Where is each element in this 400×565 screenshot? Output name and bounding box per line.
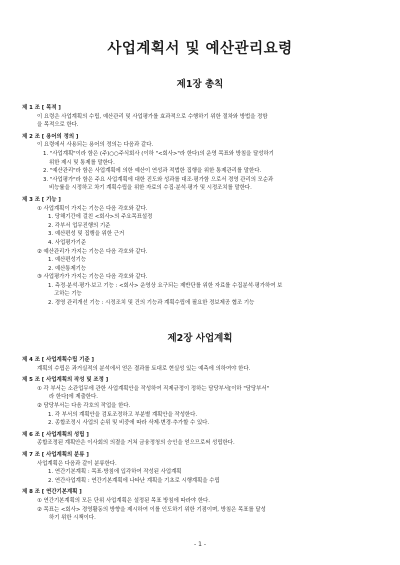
article-3-clause: ③ 사업평가가 가지는 기능은 다음 각호와 같다. bbox=[37, 274, 148, 281]
article-2-item: 3. "사업평가"라 함은 주요 사업계획에 대한 진도와 성과를 대조·평가함 으로서 경영 관리의 모순과 bbox=[43, 176, 274, 183]
article-5-item: 2. 종합조정시 사업의 순위 및 비중에 따라 삭제·변경·추가할 수 있다. bbox=[48, 420, 210, 427]
article-3-item: 4. 사업평가기준 bbox=[48, 239, 87, 246]
article-2-item: 2. "예산관리"라 함은 사업계획에 의한 예산이 연성과 적법한 집행을 위한 통제관리를 말한다. bbox=[43, 168, 262, 175]
article-3-item: 3. 예산편성 및 집행을 위한 근거 bbox=[48, 231, 125, 238]
article-3-clause: ② 예산관리가 가지는 기능은 다음 각호와 같다. bbox=[37, 248, 148, 255]
article-3-item: 1. 당해기간에 걸친 <회사>의 주요목표설정 bbox=[48, 214, 153, 221]
article-8-clause: ② 목표는 <회사> 경영활동의 방향을 제시하여 이를 인도하기 위한 기점이며, 방침은 목표를 달성 bbox=[37, 506, 266, 513]
article-8-clause-cont: 하기 위한 시책이다. bbox=[49, 515, 96, 522]
article-1-heading: 제 1 조 [ 목적 ] bbox=[22, 105, 61, 111]
chapter-2-heading: 제2장 사업계획 bbox=[167, 333, 233, 344]
article-5-clause-cont: 라 한다]에 제출한다. bbox=[49, 394, 98, 401]
article-4-heading: 제 4 조 [ 사업계획수립 기준 ] bbox=[22, 357, 95, 363]
article-7-text: 사업계획은 다음과 같이 분류한다. bbox=[37, 460, 117, 467]
article-8-heading: 제 8 조 [ 연간기본계획 ] bbox=[22, 489, 82, 496]
article-1-text: 이 요령은 사업계획의 수립, 예산관리 및 사업평가를 효과적으로 수행하기 위한 절차와 방법을 정함 bbox=[37, 113, 268, 120]
chapter-1-heading: 제1장 총칙 bbox=[176, 79, 224, 90]
article-5-item: 1. 각 부서의 계획안을 검토조정하고 부분별 계획안을 작성한다. bbox=[48, 411, 198, 418]
article-2-intro: 이 요령에서 사용되는 용어의 정의는 다음과 같다. bbox=[37, 142, 154, 149]
chapter-2-body bbox=[0, 353, 400, 523]
article-3-item: 2. 각부서 업무진행의 기준 bbox=[48, 222, 111, 229]
article-3-item: 2. 경영 관리개선 기능 : 시정조치 및 건의 기능과 계획수립에 필요한 정보제공 협조 기능 bbox=[48, 300, 255, 307]
article-5-clause: ② 담당부서는 다음 각호의 작업을 한다. bbox=[37, 402, 131, 409]
article-6-text: 종합조정된 계획안은 이사회의 의결을 거쳐 금융정청의 승인을 얻으므로써 성립한다. bbox=[37, 440, 235, 447]
article-5-heading: 제 5 조 [ 사업계획의 작성 및 조정 ] bbox=[22, 377, 109, 384]
chapter-1-body bbox=[0, 101, 400, 308]
article-3-item: 2. 예산통제기능 bbox=[48, 265, 87, 272]
article-3-heading: 제 3 조 [ 기능 ] bbox=[22, 196, 61, 203]
document-title: 사업계획서 및 예산관리요령 bbox=[107, 41, 293, 57]
article-7-item: 1. 연간기본계획 : 목표·방침에 입각하여 작성된 사업계획 bbox=[48, 469, 182, 476]
article-7-heading: 제 7 조 [ 사업계획의 분류 ] bbox=[22, 451, 89, 458]
article-5-clause: ① 각 부서는 소관업무에 관한 사업계획안을 작성하여 직제규정이 정하는 담당부서[이하 "담당부서" bbox=[37, 385, 270, 392]
article-8-clause: ① 연간기본계획의 모든 단위 사업계획은 설정된 목표 방침에 따라야 한다. bbox=[37, 497, 210, 504]
article-4-text: 계획의 수립은 과거실적의 분석에서 얻은 결과를 토대로 현실성 있는 예측에 의하여야 한다. bbox=[37, 365, 251, 372]
article-3-clause: ① 사업계획이 가지는 기능은 다음 각호와 같다. bbox=[37, 205, 148, 212]
article-6-heading: 제 6 조 [ 사업계획의 성립 ] bbox=[22, 431, 89, 438]
article-2-item-cont: 위한 제시 및 통제를 말한다. bbox=[49, 159, 115, 166]
article-7-item: 2. 연간사업계획 : 연간기본계획에 나타난 계획을 기초로 시행계획을 수립 bbox=[48, 477, 220, 484]
article-2-item-cont: 비능률을 시정하고 차기 계획수립을 위한 자료의 수집·분석·평가 및 시정조치를 말한다. bbox=[49, 185, 252, 192]
article-3-item: 1. 측정·분석·평가·보고 기능 : <회사> 운영상 요구되는 제반단를 위한 자료를 수집분석·평가하여 보 bbox=[48, 282, 283, 289]
article-2-heading: 제 2 조 [ 용어의 정의 ] bbox=[22, 133, 79, 140]
page-number: - 1 - bbox=[194, 541, 206, 548]
article-2-item: 1. "사업계획"이라 함은 (주)○○주식회사 (이하 "<회사>"라 한다)의 운영 목표와 방침을 달성하기 bbox=[43, 150, 274, 157]
article-1-text: 을 목적으로 한다. bbox=[37, 122, 79, 129]
article-3-item-cont: 고하는 기능 bbox=[54, 291, 82, 298]
article-3-item: 1. 예산편성기능 bbox=[48, 257, 87, 264]
